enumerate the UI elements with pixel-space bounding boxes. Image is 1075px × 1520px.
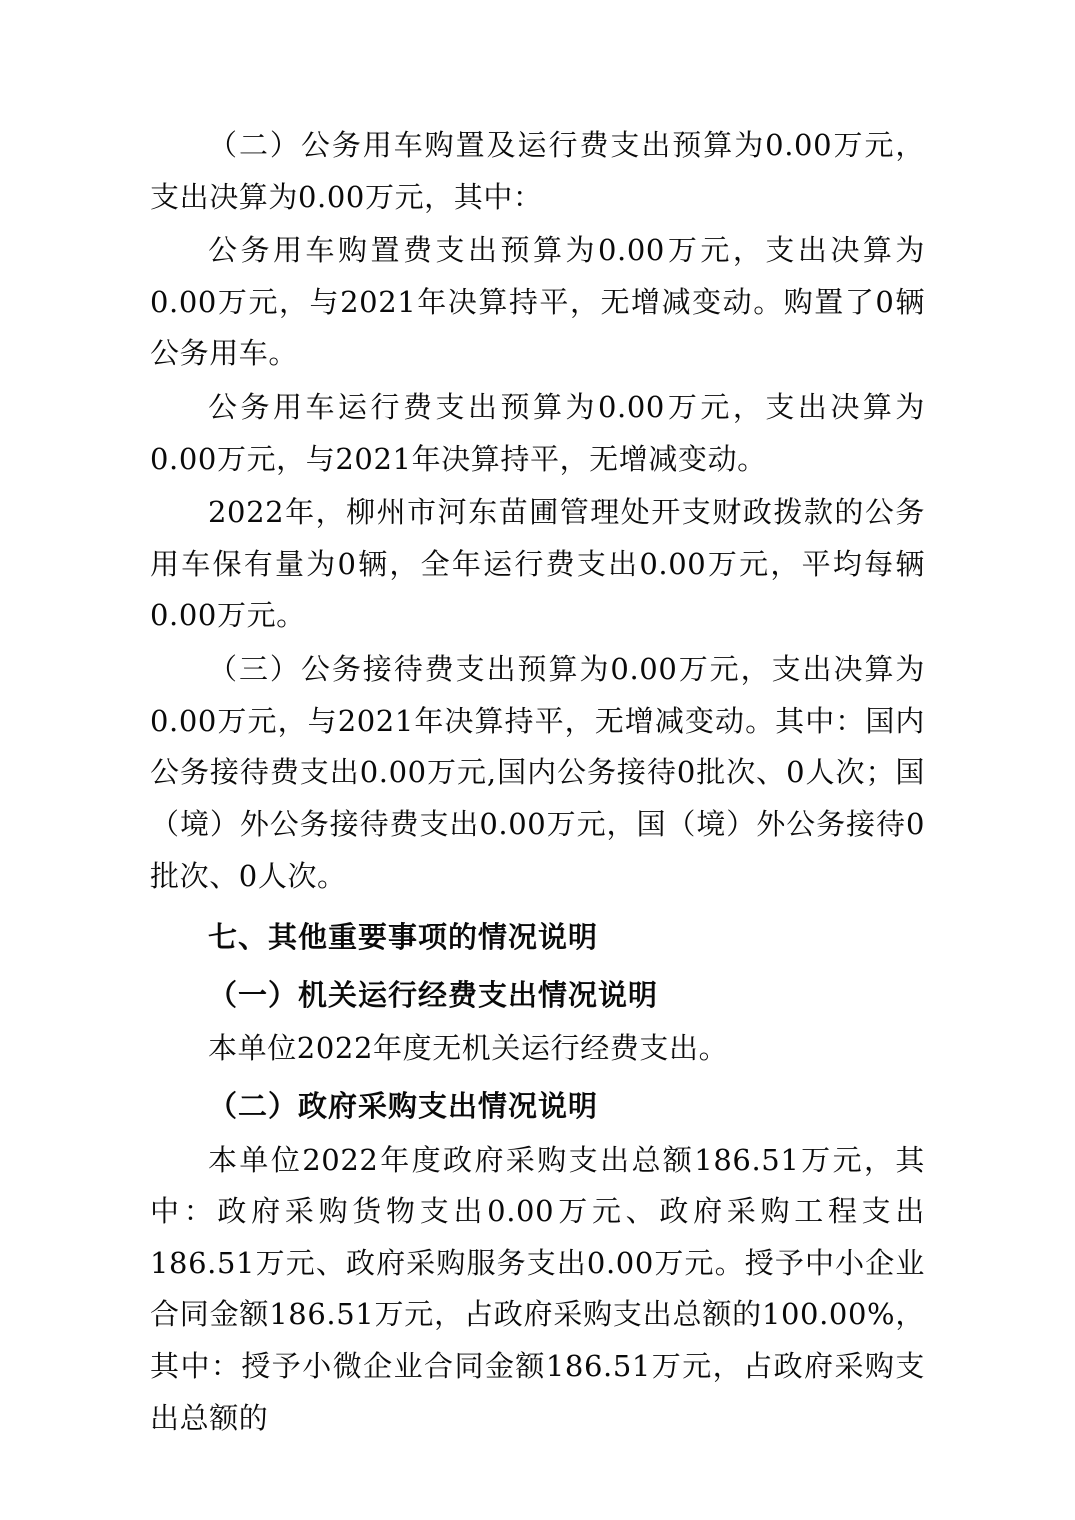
section-heading-other-matters: 七、其他重要事项的情况说明 <box>208 920 599 955</box>
paragraph-hospitality-expense: （三）公务接待费支出预算为0.00万元，支出决算为0.00万元，与2021年决算持平，无增减变动。其中：国内公务接待费支出0.00万元,国内公务接待0批次、0人次；国（境）外公务接待费支出0.00万元，国（境）外公务接待0批次、0人次。 <box>150 652 925 893</box>
paragraph-government-procurement: 本单位2022年度政府采购支出总额186.51万元，其中：政府采购货物支出0.00万元、政府采购工程支出186.51万元、政府采购服务支出0.00万元。授予中小企业合同金额186.51万元，占政府采购支出总额的100.00%，其中：授予小微企业合同金额186.51万元，占政府采购支出总额的 <box>150 1142 925 1435</box>
paragraph-vehicle-total: （二）公务用车购置及运行费支出预算为0.00万元，支出决算为0.00万元，其中： <box>150 128 925 214</box>
paragraph-operating-expense: 本单位2022年度无机关运行经费支出。 <box>208 1031 729 1066</box>
subsection-heading-operating-expense: （一）机关运行经费支出情况说明 <box>208 977 659 1012</box>
paragraph-vehicle-purchase: 公务用车购置费支出预算为0.00万元，支出决算为0.00万元，与2021年决算持平，无增减变动。购置了0辆公务用车。 <box>150 233 925 371</box>
subsection-heading-government-procurement: （二）政府采购支出情况说明 <box>208 1088 599 1123</box>
document-body <box>150 120 925 1444</box>
paragraph-vehicle-operation: 公务用车运行费支出预算为0.00万元，支出决算为0.00万元，与2021年决算持平，无增减变动。 <box>150 390 925 476</box>
paragraph-vehicle-fleet-2022: 2022年，柳州市河东苗圃管理处开支财政拨款的公务用车保有量为0辆，全年运行费支出0.00万元，平均每辆0.00万元。 <box>150 495 925 633</box>
